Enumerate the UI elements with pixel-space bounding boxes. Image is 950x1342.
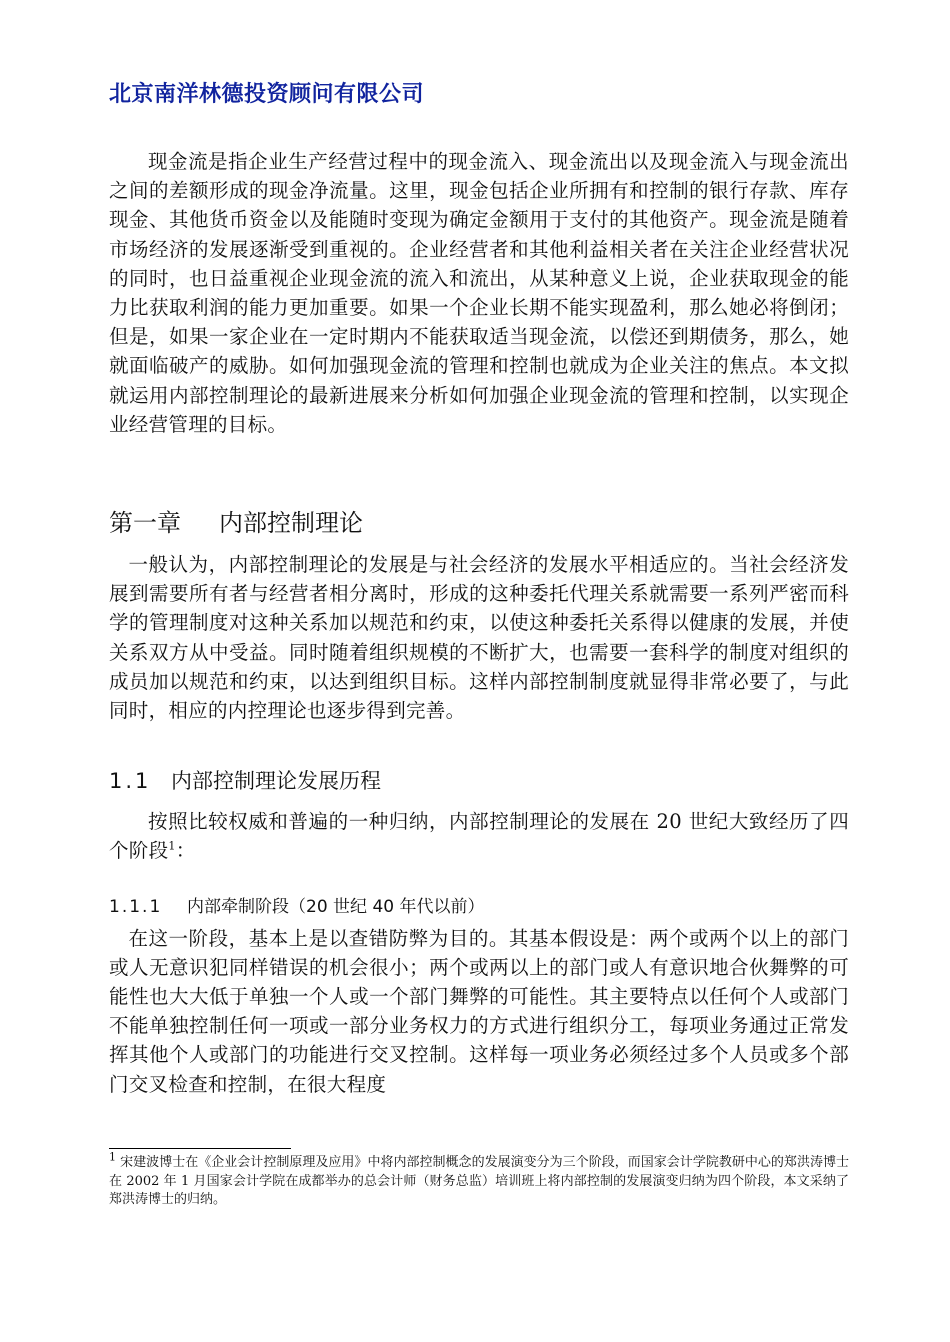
footnote-reference[interactable]: 1 (168, 839, 176, 853)
chapter-number: 第一章 (109, 509, 181, 538)
company-header: 北京南洋林德投资顾问有限公司 (109, 82, 425, 107)
footnote (109, 1150, 849, 1210)
chapter-paragraph: 一般认为，内部控制理论的发展是与社会经济的发展水平相适应的。当社会经济发展到需要所有者与经营者相分离时，形成的这种委托代理关系就需要一系列严密而科学的管理制度对这种关系加以规范和约束，以使这种委托关系得以健康的发展，并使关系双方从中受益。同时随着组织规模的不断扩大，也需要一套科学的制度对组织的成员加以规范和约束，以达到组织目标。这样内部控制制度就显得非常必要了，与此同时，相应的内控理论也逐步得到完善。 (109, 553, 849, 723)
footnote-mark: 1 (109, 1150, 116, 1164)
section-title: 内部控制理论发展历程 (171, 769, 381, 794)
section-paragraph-text: 按照比较权威和普遍的一种归纳，内部控制理论的发展在 20 世纪大致经历了四个阶段 (109, 810, 849, 863)
subsection-paragraph: 在这一阶段，基本上是以查错防弊为目的。其基本假设是：两个或两个以上的部门或人无意识犯同样错误的机会很小；两个或两以上的部门或人有意识地合伙舞弊的可能性也大大低于单独一个人或一个部门舞弊的可能性。其主要特点以任何个人或部门不能单独控制任何一项或一部分业务权力的方式进行组织分工，每项业务通过正常发挥其他个人或部门的功能进行交叉控制。这样每一项业务必须经过多个人员或多个部门交叉检查和控制，在很大程度 (109, 926, 849, 1096)
subsection-title: 内部牵制阶段（20 世纪 40 年代以前） (187, 896, 485, 917)
section-paragraph (109, 807, 849, 865)
chapter-heading (109, 506, 849, 540)
subsection-heading (109, 894, 849, 920)
footnote-text: 宋建波博士在《企业会计控制原理及应用》中将内部控制概念的发展演变分为三个阶段，而国家会计学院教研中心的郑洪涛博士在 2002 年 1 月国家会计学院在成都举办的总会计师（财务总监）培训班上将内部控制的发展演变归纳为四个阶段，本文采纳了郑洪涛博士的归纳。 (109, 1155, 849, 1207)
section-number: 1.1 (109, 769, 152, 794)
section-paragraph-end: ： (175, 839, 196, 863)
section-heading (109, 765, 849, 797)
chapter-title: 内部控制理论 (219, 509, 363, 538)
footnote-separator (109, 1148, 291, 1149)
page-content (109, 78, 849, 1099)
subsection-number: 1.1.1 (109, 896, 163, 917)
intro-paragraph: 现金流是指企业生产经营过程中的现金流入、现金流出以及现金流入与现金流出之间的差额形成的现金净流量。这里，现金包括企业所拥有和控制的银行存款、库存现金、其他货币资金以及能随时变现为确定金额用于支付的其他资产。现金流是随着市场经济的发展逐渐受到重视的。企业经营者和其他利益相关者在关注企业经营状况的同时，也日益重视企业现金流的流入和流出，从某种意义上说，企业获取现金的能力比获取利润的能力更加重要。如果一个企业长期不能实现盈利，那么她必将倒闭；但是，如果一家企业在一定时期内不能获取适当现金流，以偿还到期债务，那么，她就面临破产的威胁。如何加强现金流的管理和控制也就成为企业关注的焦点。本文拟就运用内部控制理论的最新进展来分析如何加强企业现金流的管理和控制，以实现企业经营管理的目标。 (109, 150, 849, 436)
